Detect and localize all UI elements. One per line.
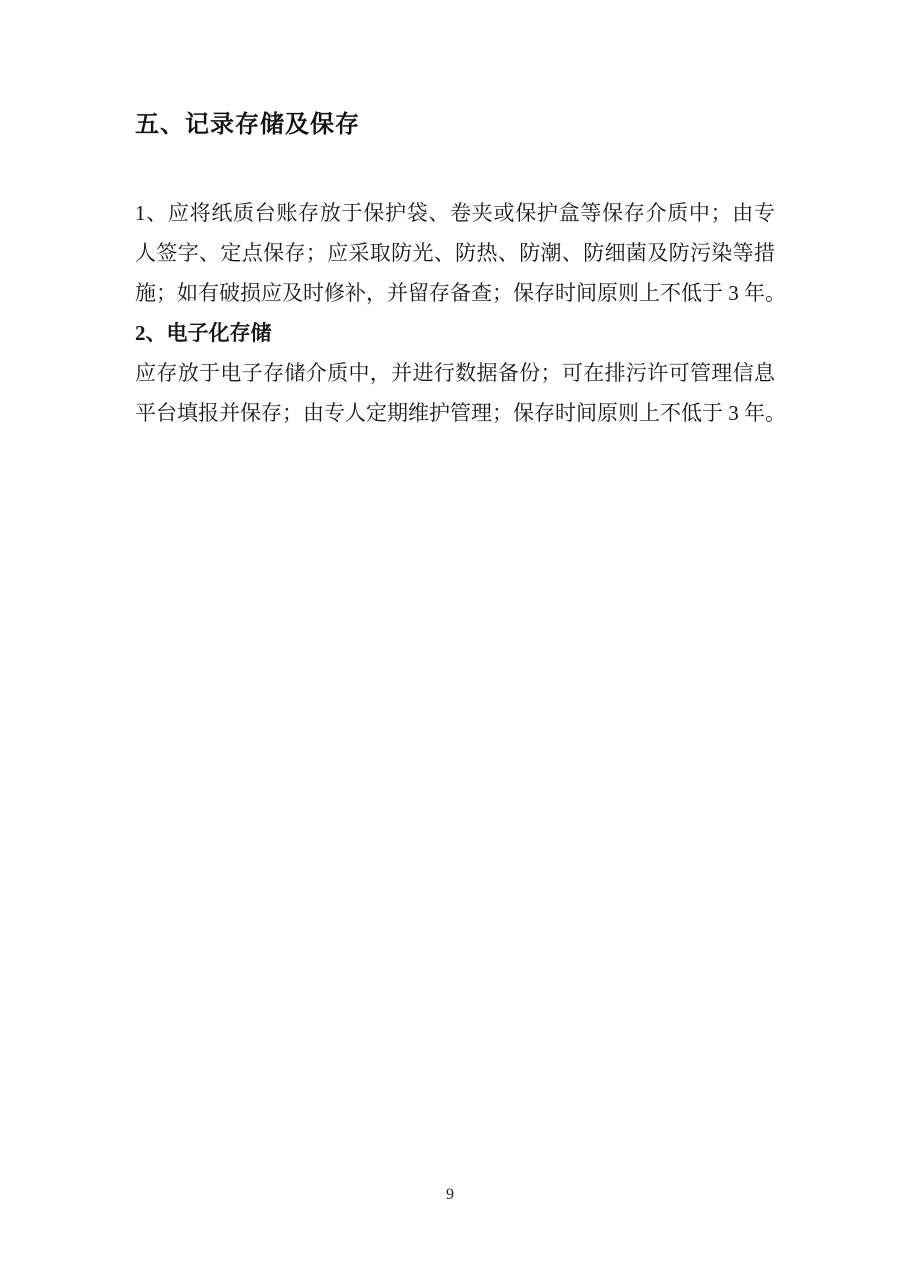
- paragraph-2-line-1: 应存放于电子存储介质中，并进行数据备份；可在排污许可管理信息: [135, 361, 775, 385]
- paragraph-1-line-3: 施；如有破损应及时修补，并留存备查；保存时间原则上不低于 3 年。: [135, 281, 786, 305]
- paragraph-2-line-2: 平台填报并保存；由专人定期维护管理；保存时间原则上不低于 3 年。: [135, 401, 786, 425]
- paragraph-1-line-2: 人签字、定点保存；应采取防光、防热、防潮、防细菌及防污染等措: [135, 241, 775, 265]
- page-number: 9: [446, 1186, 454, 1203]
- paragraph-2: [135, 353, 786, 433]
- paragraph-1: [135, 193, 786, 313]
- page-content: [135, 108, 786, 433]
- subsection-heading: 2、电子化存储: [135, 321, 272, 345]
- section-heading: 五、记录存储及保存: [135, 112, 360, 138]
- paragraph-1-line-1: 1、应将纸质台账存放于保护袋、卷夹或保护盒等保存介质中；由专: [135, 201, 775, 225]
